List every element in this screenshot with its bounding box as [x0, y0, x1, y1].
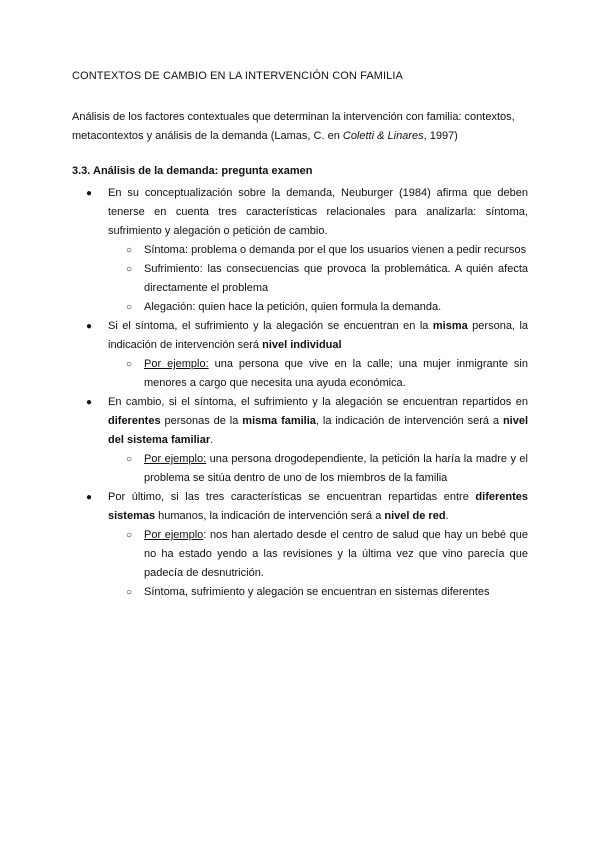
bold-text: diferentes [108, 415, 161, 427]
bullet-circle-icon: ○ [126, 359, 133, 370]
sub-list-item-text: Alegación: quien hace la petición, quien formula la demanda. [144, 301, 442, 313]
sub-list-item [72, 355, 528, 393]
bullet-dot-icon: ● [86, 492, 93, 503]
list-item-text: Por último, si las tres características se encuentran repartidas entre [108, 491, 476, 503]
bullet-circle-icon: ○ [126, 245, 133, 256]
example-label: Por ejemplo: [144, 358, 209, 370]
bold-text: misma familia [242, 415, 316, 427]
bullet-list [72, 184, 528, 602]
bullet-dot-icon: ● [86, 188, 93, 199]
sub-list-item [72, 241, 528, 260]
sub-list-item [72, 298, 528, 317]
bullet-circle-icon: ○ [126, 530, 133, 541]
sub-list-item-text: Síntoma, sufrimiento y alegación se encuentran en sistemas diferentes [144, 586, 490, 598]
sub-list-item-text: : nos han alertado desde el centro de salud que hay un bebé que no ha estado yendo a las revisiones y la última vez que vino parecía que padecía de desnutrición. [144, 529, 528, 579]
intro-text-end: , 1997) [423, 130, 458, 142]
bold-text: nivel de red [384, 510, 446, 522]
bullet-circle-icon: ○ [126, 264, 133, 275]
bold-text: misma [432, 320, 468, 332]
list-item-text: . [210, 434, 214, 446]
bold-text: nivel individual [262, 339, 342, 351]
list-item-text: , la indicación de intervención será a [315, 415, 503, 427]
intro-paragraph [72, 108, 528, 146]
list-item [72, 393, 528, 450]
bullet-circle-icon: ○ [126, 454, 133, 465]
intro-text: Análisis de los factores contextuales que determinan la intervención con familia: contextos, metacontextos y análisis de la demanda (Lamas, C. en [72, 111, 515, 142]
section-heading: 3.3. Análisis de la demanda: pregunta examen [72, 165, 313, 177]
bold-text: diferentes sistemas [108, 491, 528, 522]
sub-list-item-text: Sufrimiento: las consecuencias que provoca la problemática. A quién afecta directamente el problema [144, 263, 528, 294]
list-item-text: . [445, 510, 449, 522]
intro-citation: Coletti & Linares [342, 130, 424, 142]
list-item-text: persona, la indicación de intervención será [108, 320, 528, 351]
sub-list-item [72, 526, 528, 583]
bold-text: nivel del sistema familiar [108, 415, 529, 446]
sub-list-item [72, 583, 528, 602]
list-item-text: humanos, la indicación de intervención será a [155, 510, 385, 522]
list-item-text: En cambio, si el síntoma, el sufrimiento y la alegación se encuentran repartidos en [108, 396, 528, 408]
list-item-text: Si el síntoma, el sufrimiento y la alegación se encuentran en la [108, 320, 433, 332]
list-item-text: En su conceptualización sobre la demanda, Neuburger (1984) afirma que deben tenerse en cuenta tres características relacionales para analizarla: síntoma, sufrimiento y alegación o petición de cambio. [108, 187, 528, 237]
document-title: CONTEXTOS DE CAMBIO EN LA INTERVENCIÓN CON FAMILIA [72, 70, 403, 82]
sub-list-item-text: una persona drogodependiente, la petición la haría la madre y el problema se sitúa dentro de uno de los miembros de la familia [144, 453, 528, 484]
sub-list-item [72, 260, 528, 298]
example-label: Por ejemplo: [144, 453, 207, 465]
bullet-dot-icon: ● [86, 321, 93, 332]
sub-list-item-text: una persona que vive en la calle; una mujer inmigrante sin menores a cargo que necesita una ayuda económica. [144, 358, 528, 389]
list-item-text: personas de la [160, 415, 243, 427]
list-item [72, 317, 528, 355]
list-item [72, 488, 528, 526]
sub-list-item [72, 450, 528, 488]
example-label: Por ejemplo [144, 529, 204, 541]
bullet-circle-icon: ○ [126, 302, 133, 313]
bullet-dot-icon: ● [86, 397, 93, 408]
list-item [72, 184, 528, 241]
sub-list-item-text: Síntoma: problema o demanda por el que los usuarios vienen a pedir recursos [144, 244, 527, 256]
bullet-circle-icon: ○ [126, 587, 133, 598]
